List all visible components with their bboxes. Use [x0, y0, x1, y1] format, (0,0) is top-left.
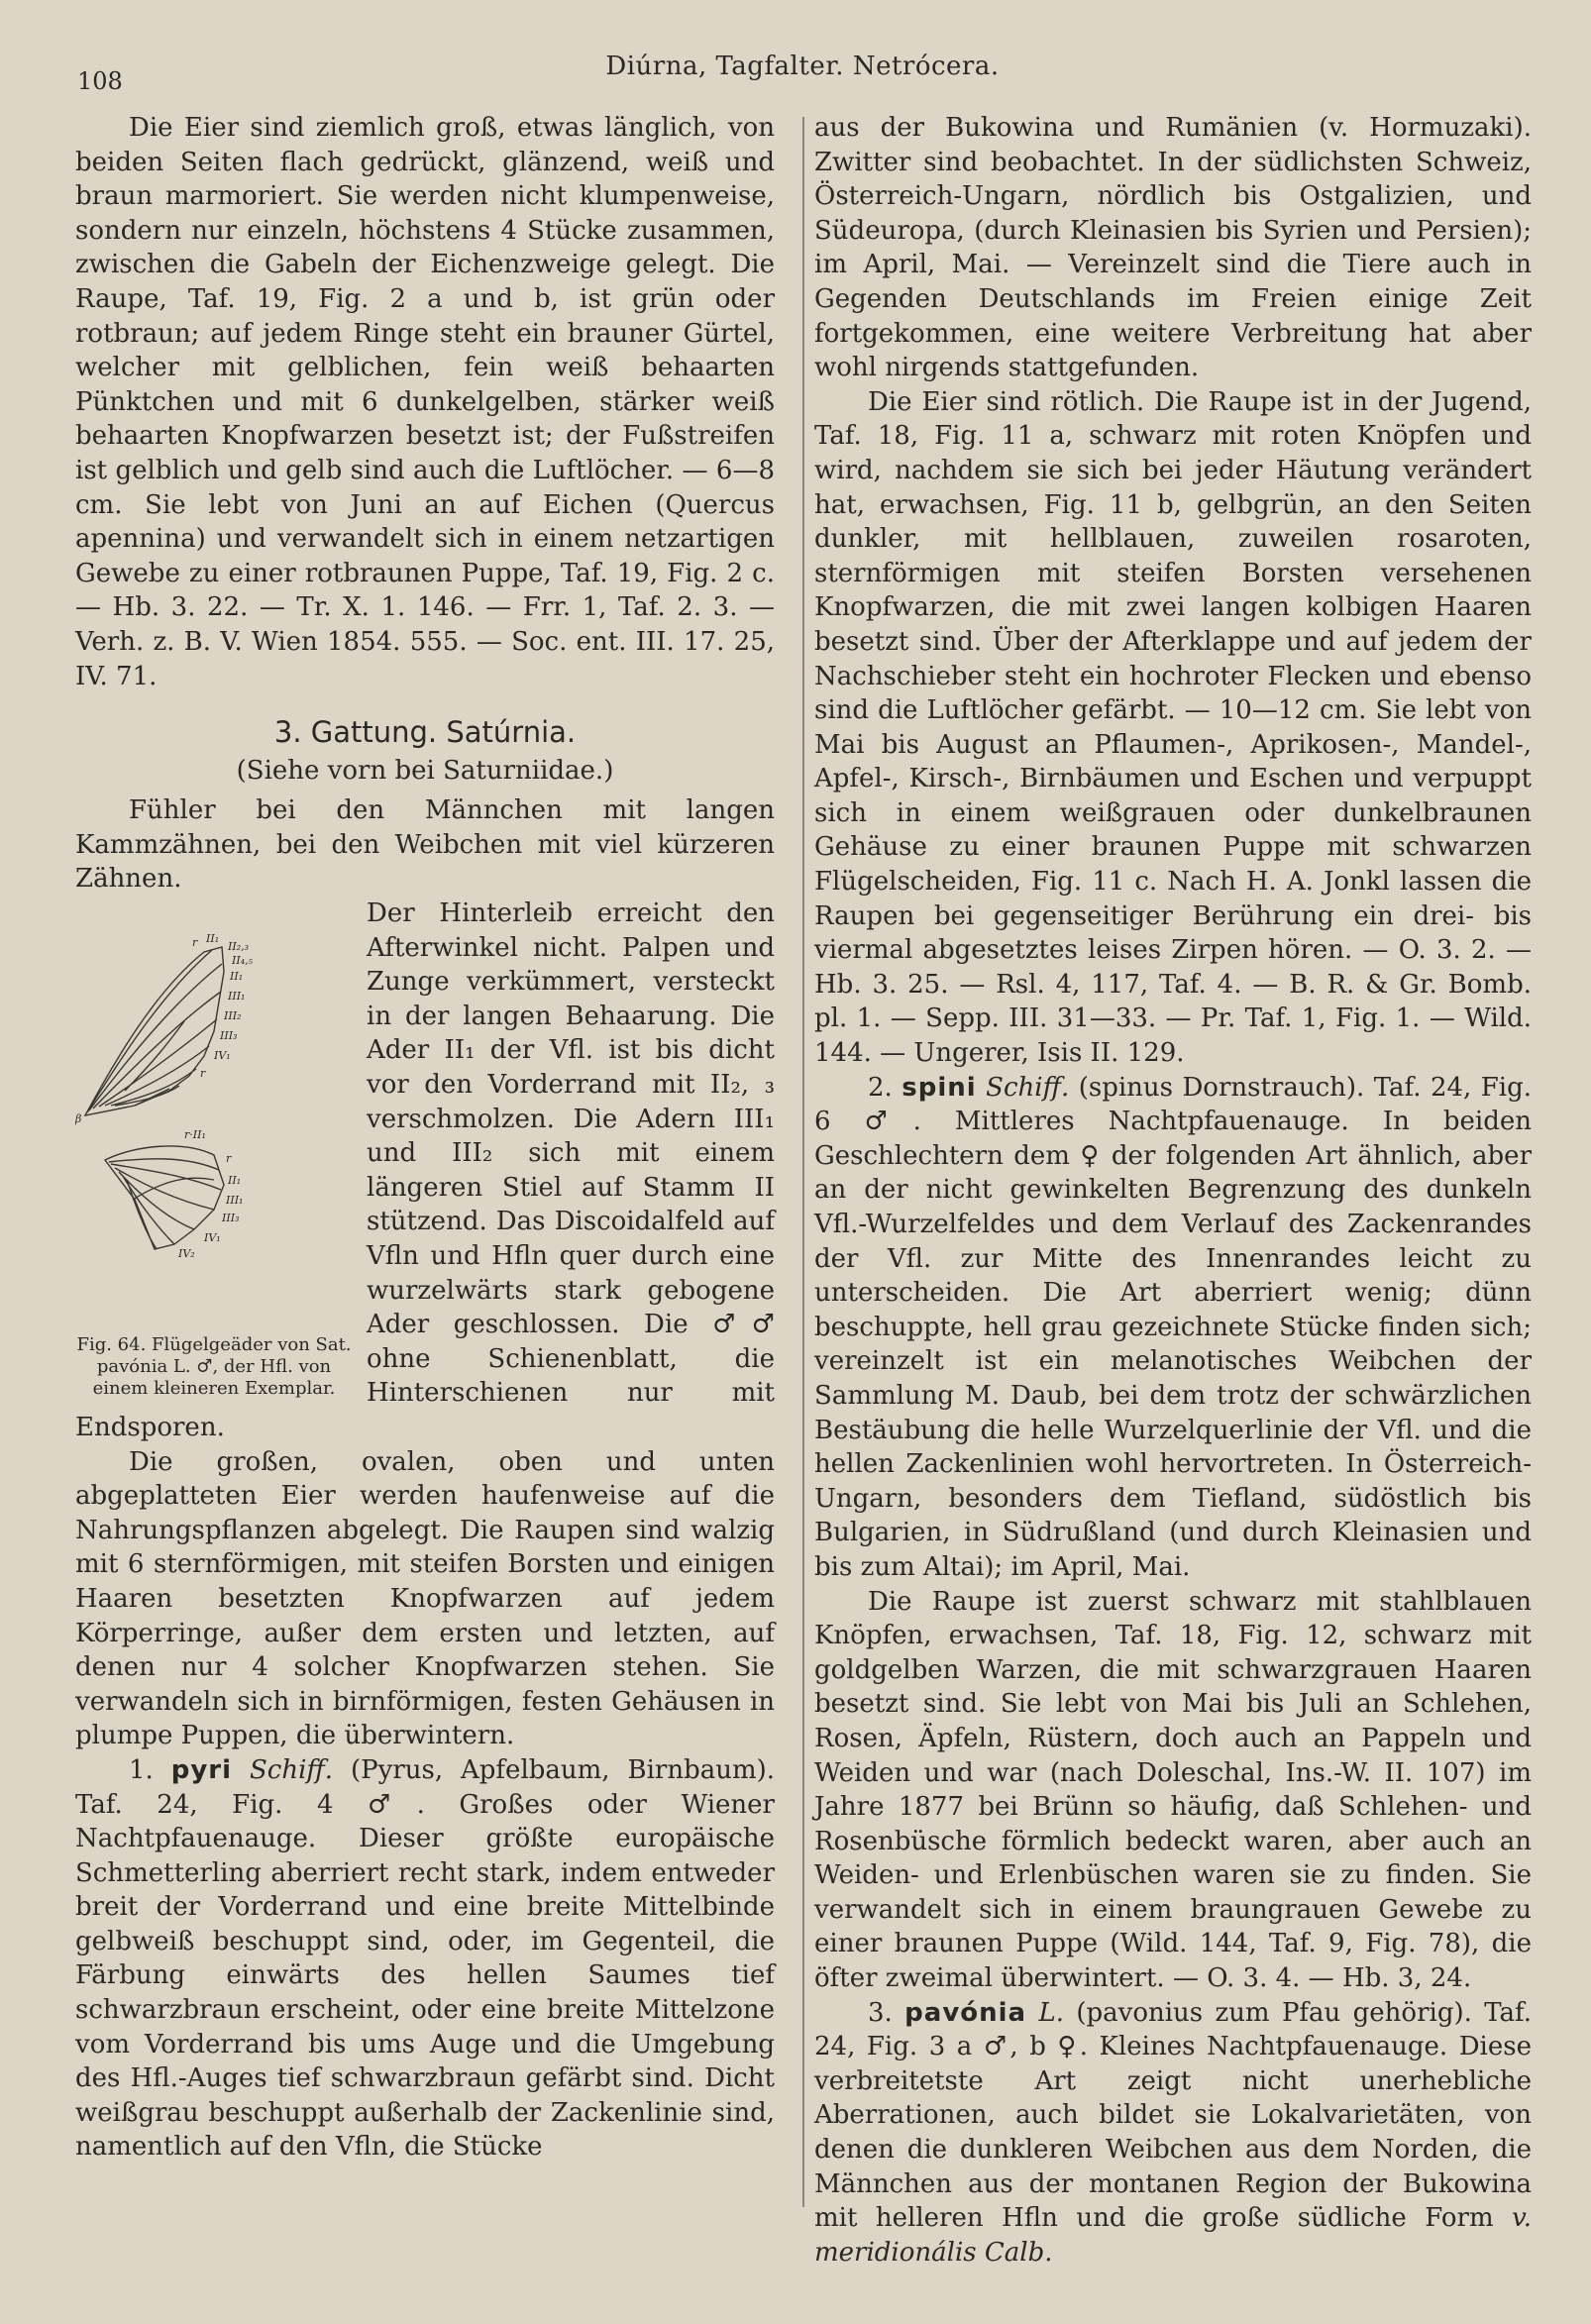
page-header	[77, 52, 1528, 95]
wing-venation-figure	[75, 902, 353, 1400]
paragraph-genus-larvae: Die großen, ovalen, oben und unten abgeplatteten Eier werden haufenweise auf die Nahrungspflanzen abgelegt. Die Raupen sind walzig mit 6 sternförmigen, mit steifen Borsten und einigen Haaren besetzten Knopfwarzen auf jedem Körperringe, außer dem ersten und letzten, auf denen nur 4 solcher Knopfwarzen stehen. Sie verwandeln sich in birnförmigen, festen Gehäusen in plumpe Puppen, die überwintern.	[75, 1446, 775, 1751]
variety-name: v. meridionális Calb.	[814, 2203, 1532, 2268]
svg-text:III₃: III₃	[220, 1029, 238, 1043]
svg-text:III₁: III₁	[228, 990, 246, 1004]
genus-description-intro: Fühler bei den Männchen mit langen Kammzähnen, bei den Weibchen mit viel kürzeren Zähnen.	[75, 795, 775, 895]
svg-text:II₂,₃: II₂,₃	[228, 940, 250, 954]
species-number: 3.	[868, 1997, 893, 2028]
paragraph-pyri-larva: Die Eier sind rötlich. Die Raupe ist in der Jugend, Taf. 18, Fig. 11 a, schwarz mit roten Knöpfen und wird, nachdem sie sich bei jeder Häutung verändert hat, erwachsen, Fig. 11 b, gelbgrün, an den Seiten dunkler, mit hellblauen, zuweilen rosaroten, sternförmigen mit steifen Borsten versehenen Knopfwarzen, die mit zwei langen kolbigen Haaren besetzt sind. Über der Afterklappe und auf jedem der Nachschieber steht ein hochroter Flecken und ebenso sind die Luftlöcher gefärbt. — 10—12 cm. Sie lebt von Mai bis August an Pflaumen-, Aprikosen-, Mandel-, Apfel-, Kirsch-, Birnbäumen und Eschen und verpuppt sich in einem weißgrauen oder dunkelbraunen Gehäuse zu einer braunen Puppe mit schwarzen Flügelscheiden, Fig. 11 c. Nach H. A. Jonkl lassen die Raupen bei gegenseitiger Berührung ein drei- bis viermal abgesetztes leises Zirpen hören. — O. 3. 2. — Hb. 3. 25. — Rsl. 4, 117, Taf. 4. — B. R. & Gr. Bomb. pl. 1. — Sepp. III. 31—33. — Pr. Taf. 1, Fig. 1. — Wild. 144. — Ungerer, Isis II. 129.	[814, 386, 1532, 1069]
page-number: 108	[77, 67, 123, 95]
svg-text:II₄,₅: II₄,₅	[232, 954, 254, 968]
column-divider	[802, 117, 804, 2207]
genus-subheading: (Siehe vorn bei Saturniidae.)	[236, 755, 614, 786]
svg-text:III₃: III₃	[222, 1212, 240, 1225]
figure-caption: Fig. 64. Flügelgeäder von Sat. pavónia L. ♂, der Hfl. von einem kleineren Exemplar.	[76, 1334, 352, 1400]
svg-text:r: r	[192, 936, 198, 950]
paragraph-pyri-distribution: aus der Bukowina und Rumänien (v. Hormuzaki). Zwitter sind beobachtet. In der südlichsten Schweiz, Österreich-Ungarn, nördlich bis Ostgalizien, und Südeuropa, (durch Kleinasien bis Syrien und Persien); im April, Mai. — Vereinzelt sind die Tiere auch in Gegenden Deutschlands im Freien einige Zeit fortgekommen, eine weitere Verbreitung hat aber wohl nirgends stattgefunden.	[814, 113, 1532, 383]
svg-text:r: r	[200, 1067, 206, 1081]
species-author: Schiff.	[249, 1754, 334, 1785]
paragraph-genus-description	[75, 793, 775, 897]
paragraph-eggs-larva: Die Eier sind ziemlich groß, etwas länglich, von beiden Seiten flach gedrückt, glänzend, weiß und braun marmoriert. Sie werden nicht klumpenweise, sondern nur einzeln, höchstens 4 Stücke zusammen, zwischen die Gabeln der Eichenzweige gelegt. Die Raupe, Taf. 19, Fig. 2 a und b, ist grün oder rotbraun; auf jedem Ringe steht ein brauner Gürtel, welcher mit gelblichen, fein weiß behaarten Pünktchen und mit 6 dunkelgelben, stärker weiß behaarten Knopfwarzen besetzt ist; der Fußstreifen ist gelblich und gelb sind auch die Luftlöcher. — 6—8 cm. Sie lebt von Juni an auf Eichen (Quercus apennina) und verwandelt sich in einem netzartigen Gewebe zu einer rotbraunen Puppe, Taf. 19, Fig. 2 c. — Hb. 3. 22. — Tr. X. 1. 146. — Frr. 1, Taf. 2. 3. — Verh. z. B. V. Wien 1854. 555. — Soc. ent. III. 17. 25, IV. 71.	[75, 113, 775, 691]
svg-text:IV₂: IV₂	[178, 1247, 195, 1261]
species-entry-pyri	[75, 1753, 775, 2165]
species-author: L.	[1038, 1997, 1064, 2028]
svg-text:IV₁: IV₁	[204, 1231, 221, 1245]
species-name: pavónia	[904, 1997, 1027, 2028]
svg-text:II₁: II₁	[228, 1174, 242, 1188]
running-title: Diúrna, Tagfalter. Netrócera.	[605, 52, 1000, 81]
right-column	[814, 111, 1532, 2270]
paragraph-genus-description-continued: Der Hinterleib erreicht den Afterwinkel nicht. Palpen und Zunge verkümmert, versteckt in der langen Behaarung. Die Ader II₁ der Vfl. ist bis dicht vor den Vorderrand mit II₂, ₃ verschmolzen. Die Adern III₁ und III₂ sich mit einem längeren Stiel auf Stamm II stützend. Das Discoidalfeld auf Vfln und Hfln quer durch eine wurzelwärts stark gebogene Ader geschlossen. Die ♂♂ ohne Schienenblatt, die Hinterschienen nur mit Endsporen.	[75, 898, 775, 1442]
species-author: Schiff.	[986, 1072, 1070, 1103]
svg-text:III₁: III₁	[226, 1194, 244, 1208]
species-description: (Pyrus, Apfelbaum, Birnbaum). Taf. 24, Fig. 4 ♂. Großes oder Wiener Nachtpfauenauge. Dieser größte europäische Schmetterling aberriert recht stark, indem entweder breit der Vorderrand und eine breite Mittelbinde gelbweiß beschuppt sind, oder, im Gegenteil, die Färbung einwärts des hellen Saumes tief schwarzbraun erscheint, oder eine breite Mittelzone vom Vorderrand bis ums Auge und die Umgebung des Hfl.-Auges tief schwarzbraun gefärbt sind. Dicht weißgrau beschuppt außerhalb der Zackenlinie sind, namentlich auf den Vfln, die Stücke	[75, 1754, 776, 2163]
species-description: (spinus Dornstrauch). Taf. 24, Fig. 6 ♂. Mittleres Nachtpfauenauge. In beiden Geschlechtern dem ♀ der folgenden Art ähnlich, aber an der nicht gewinkelten Begrenzung des dunkeln Vfl.-Wurzelfeldes und dem Verlauf des Zackenrandes der Vfl. zur Mitte des Innenrandes leicht zu unterscheiden. Die Art aberriert wenig; dünn beschuppte, hell grau gezeichnete Stücke finden sich; vereinzelt ist ein melanotisches Weibchen der Sammlung M. Daub, bei dem trotz der schwärzlichen Bestäubung die helle Wurzelquerlinie der Vfl. und die hellen Zackenlinien wohl hervortreten. In Österreich-Ungarn, besonders dem Tiefland, südöstlich bis Bulgarien, in Südrußland (und durch Kleinasien und bis zum Altai); im April, Mai.	[814, 1072, 1533, 1582]
paragraph-spini-larva: Die Raupe ist zuerst schwarz mit stahlblauen Knöpfen, erwachsen, Taf. 18, Fig. 12, schwarz mit goldgelben Warzen, die mit schwarzgrauen Haaren besetzt sind. Sie lebt von Mai bis Juli an Schlehen, Rosen, Äpfeln, Rüstern, doch auch an Pappeln und Weiden und war (nach Doleschal, Ins.-W. II. 107) im Jahre 1877 bei Brünn so häufig, daß Schlehen- und Rosenbüsche förmlich bedeckt waren, aber auch an Weiden- und Erlenbüschen waren sie zu finden. Sie verwandelt sich in einem braungrauen Gewebe zu einer braunen Puppe (Wild. 144, Taf. 9, Fig. 78), die öfter zweimal überwintert. — O. 3. 4. — Hb. 3, 24.	[814, 1586, 1532, 1994]
svg-text:r·II₁: r·II₁	[184, 1128, 206, 1142]
species-name: pyri	[170, 1754, 233, 1785]
svg-text:II₁: II₁	[206, 932, 220, 946]
species-entry-spini	[814, 1071, 1532, 1585]
svg-text:IV₁: IV₁	[214, 1049, 231, 1063]
svg-text:r: r	[226, 1152, 232, 1166]
species-name: spini	[902, 1072, 977, 1103]
svg-text:III₂: III₂	[224, 1009, 242, 1023]
genus-heading: 3. Gattung. Satúrnia.	[273, 715, 577, 750]
species-number: 1.	[129, 1754, 154, 1785]
svg-text:II₁: II₁	[230, 970, 244, 984]
species-description: (pavonius zum Pfau gehörig). Taf. 24, Fig. 3 a ♂, b ♀. Kleines Nachtpfauenauge. Diese verbreitetste Art zeigt nicht unerhebliche Aberrationen, auch bildet sie Lokalvarietäten, von denen die dunkleren Weibchen aus dem Norden, die Männchen aus der montanen Region der Bukowina mit helleren Hfln und die große südliche Form	[814, 1997, 1533, 2234]
svg-text:β: β	[75, 1112, 82, 1126]
species-entry-pavonia	[814, 1996, 1532, 2271]
species-number: 2.	[868, 1072, 893, 1103]
wing-venation-diagram	[75, 902, 353, 1328]
left-column	[75, 111, 775, 2165]
